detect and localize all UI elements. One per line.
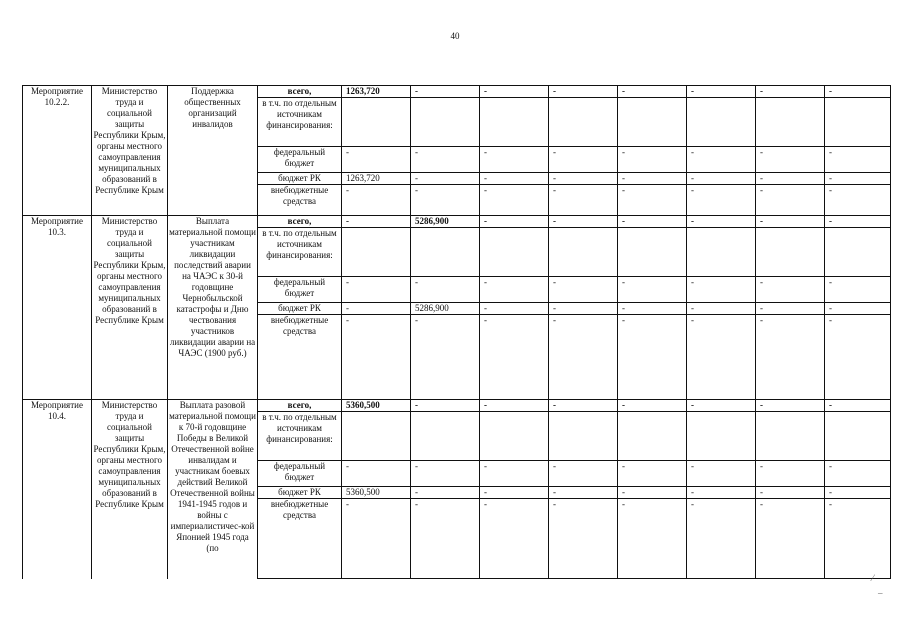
- value-cell: -: [756, 400, 825, 412]
- value-cell: [618, 98, 687, 147]
- value-cell: [825, 412, 891, 461]
- value-cell: -: [549, 487, 618, 499]
- value-cell: -: [825, 487, 891, 499]
- value-cell: -: [825, 277, 891, 303]
- value-cell: -: [480, 173, 549, 185]
- financing-table: [22, 85, 891, 579]
- value-cell: -: [480, 216, 549, 228]
- value-cell: [825, 98, 891, 147]
- value-cell: -: [480, 147, 549, 173]
- value-cell: -: [411, 173, 480, 185]
- value-cell: -: [825, 173, 891, 185]
- value-cell: [756, 228, 825, 277]
- value-cell: [549, 98, 618, 147]
- source-label: всего,: [258, 216, 342, 228]
- description-cell: Выплата материальной помощи участникам ликвидации последствий аварии на ЧАЭС к 30-й годовщине Чернобыльской катастрофы и Дню чествования участников ликвидации аварии на ЧАЭС (1900 руб.): [168, 216, 258, 400]
- value-cell: -: [618, 315, 687, 400]
- table-row: [23, 86, 891, 98]
- value-cell: -: [618, 461, 687, 487]
- value-cell: -: [687, 461, 756, 487]
- value-cell: -: [411, 315, 480, 400]
- value-cell: -: [756, 277, 825, 303]
- value-cell: -: [756, 185, 825, 216]
- value-cell: -: [549, 303, 618, 315]
- value-cell: -: [549, 277, 618, 303]
- source-label: всего,: [258, 86, 342, 98]
- value-cell: -: [342, 461, 411, 487]
- source-label: всего,: [258, 400, 342, 412]
- value-cell: [411, 98, 480, 147]
- value-cell: -: [480, 277, 549, 303]
- value-cell: -: [549, 185, 618, 216]
- value-cell: -: [687, 487, 756, 499]
- value-cell: 5360,500: [342, 487, 411, 499]
- value-cell: 5286,900: [411, 303, 480, 315]
- value-cell: -: [825, 185, 891, 216]
- value-cell: -: [480, 315, 549, 400]
- value-cell: -: [825, 147, 891, 173]
- value-cell: -: [618, 173, 687, 185]
- value-cell: -: [549, 216, 618, 228]
- value-cell: -: [549, 315, 618, 400]
- value-cell: [618, 412, 687, 461]
- source-label: бюджет РК: [258, 487, 342, 499]
- value-cell: -: [411, 185, 480, 216]
- value-cell: -: [411, 147, 480, 173]
- value-cell: -: [411, 86, 480, 98]
- value-cell: -: [618, 400, 687, 412]
- value-cell: -: [411, 277, 480, 303]
- value-cell: -: [618, 185, 687, 216]
- value-cell: -: [549, 173, 618, 185]
- value-cell: -: [549, 147, 618, 173]
- source-label: в т.ч. по отдельным источникам финансирования:: [258, 98, 342, 147]
- source-label: в т.ч. по отдельным источникам финансирования:: [258, 412, 342, 461]
- value-cell: [756, 412, 825, 461]
- executor-cell: Министерство труда и социальной защиты Республики Крым, органы местного самоуправления муниципальных образований в Республике Крым: [92, 400, 168, 579]
- value-cell: -: [618, 86, 687, 98]
- value-cell: -: [825, 216, 891, 228]
- value-cell: -: [342, 216, 411, 228]
- value-cell: -: [618, 303, 687, 315]
- table-row: [23, 216, 891, 228]
- value-cell: -: [480, 86, 549, 98]
- value-cell: -: [687, 86, 756, 98]
- value-cell: -: [618, 216, 687, 228]
- value-cell: -: [411, 487, 480, 499]
- value-cell: 5360,500: [342, 400, 411, 412]
- value-cell: -: [687, 277, 756, 303]
- value-cell: -: [687, 315, 756, 400]
- value-cell: -: [549, 461, 618, 487]
- value-cell: -: [825, 303, 891, 315]
- value-cell: -: [549, 86, 618, 98]
- page-number: 40: [450, 31, 460, 41]
- value-cell: -: [756, 216, 825, 228]
- source-label: бюджет РК: [258, 303, 342, 315]
- description-cell: Выплата разовой материальной помощи к 70-й годовщине Победы в Великой Отечественной войне инвалидам и участникам боевых действий Великой Отечественной войны 1941-1945 годов и войны с империалистичес-кой Японией 1945 года (по: [168, 400, 258, 579]
- value-cell: [618, 228, 687, 277]
- value-cell: -: [825, 315, 891, 400]
- value-cell: -: [756, 147, 825, 173]
- scan-mark: –: [878, 588, 883, 598]
- source-label: внебюджетные средства: [258, 185, 342, 216]
- value-cell: [756, 98, 825, 147]
- value-cell: -: [480, 487, 549, 499]
- value-cell: [687, 228, 756, 277]
- value-cell: -: [411, 499, 480, 579]
- value-cell: -: [618, 147, 687, 173]
- event-name: Мероприятие 10.2.2.: [23, 86, 92, 216]
- value-cell: -: [618, 499, 687, 579]
- value-cell: -: [342, 499, 411, 579]
- value-cell: [342, 98, 411, 147]
- value-cell: [480, 412, 549, 461]
- value-cell: -: [687, 400, 756, 412]
- value-cell: -: [756, 303, 825, 315]
- value-cell: -: [618, 487, 687, 499]
- value-cell: -: [342, 303, 411, 315]
- value-cell: -: [480, 499, 549, 579]
- value-cell: -: [480, 461, 549, 487]
- executor-cell: Министерство труда и социальной защиты Республики Крым, органы местного самоуправления муниципальных образований в Республике Крым: [92, 216, 168, 400]
- source-label: бюджет РК: [258, 173, 342, 185]
- value-cell: [342, 228, 411, 277]
- value-cell: -: [756, 86, 825, 98]
- value-cell: [549, 228, 618, 277]
- value-cell: -: [480, 303, 549, 315]
- value-cell: -: [687, 147, 756, 173]
- value-cell: -: [342, 185, 411, 216]
- value-cell: -: [756, 315, 825, 400]
- source-label: внебюджетные средства: [258, 499, 342, 579]
- event-name: Мероприятие 10.3.: [23, 216, 92, 400]
- event-name: Мероприятие 10.4.: [23, 400, 92, 579]
- value-cell: [687, 412, 756, 461]
- value-cell: -: [342, 315, 411, 400]
- value-cell: [480, 228, 549, 277]
- value-cell: -: [687, 185, 756, 216]
- value-cell: -: [756, 173, 825, 185]
- value-cell: [411, 412, 480, 461]
- value-cell: [549, 412, 618, 461]
- value-cell: 1263,720: [342, 86, 411, 98]
- value-cell: -: [480, 185, 549, 216]
- value-cell: -: [618, 277, 687, 303]
- value-cell: 5286,900: [411, 216, 480, 228]
- value-cell: -: [825, 461, 891, 487]
- description-cell: Поддержка общественных организаций инвалидов: [168, 86, 258, 216]
- value-cell: -: [411, 400, 480, 412]
- value-cell: -: [687, 173, 756, 185]
- value-cell: -: [687, 216, 756, 228]
- value-cell: 1263,720: [342, 173, 411, 185]
- value-cell: -: [480, 400, 549, 412]
- value-cell: -: [549, 400, 618, 412]
- value-cell: -: [411, 461, 480, 487]
- value-cell: [342, 412, 411, 461]
- value-cell: [687, 98, 756, 147]
- source-label: федеральный бюджет: [258, 461, 342, 487]
- source-label: внебюджетные средства: [258, 315, 342, 400]
- value-cell: -: [342, 147, 411, 173]
- value-cell: -: [687, 303, 756, 315]
- value-cell: -: [756, 487, 825, 499]
- value-cell: -: [825, 400, 891, 412]
- value-cell: [480, 98, 549, 147]
- value-cell: -: [825, 86, 891, 98]
- value-cell: -: [687, 499, 756, 579]
- table-row: [23, 400, 891, 412]
- value-cell: -: [549, 499, 618, 579]
- source-label: федеральный бюджет: [258, 147, 342, 173]
- value-cell: [825, 228, 891, 277]
- executor-cell: Министерство труда и социальной защиты Республики Крым, органы местного самоуправления муниципальных образований в Республике Крым: [92, 86, 168, 216]
- value-cell: -: [342, 277, 411, 303]
- scan-mark: ⁄: [872, 573, 874, 583]
- source-label: в т.ч. по отдельным источникам финансирования:: [258, 228, 342, 277]
- value-cell: -: [756, 461, 825, 487]
- value-cell: -: [825, 499, 891, 579]
- source-label: федеральный бюджет: [258, 277, 342, 303]
- value-cell: [411, 228, 480, 277]
- value-cell: -: [756, 499, 825, 579]
